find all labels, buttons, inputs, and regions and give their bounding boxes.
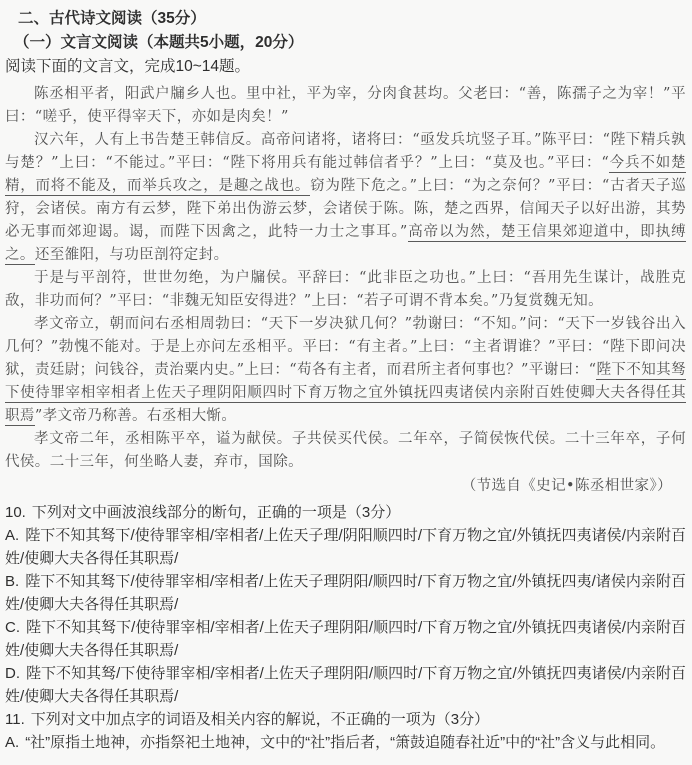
passage-text: ”孝文帝乃称善。右丞相大惭。 [34,408,237,424]
classical-passage [5,83,686,498]
option-a-text: “社”原指土地神，亦指祭祀土地神，文中的“社”指后者，“箫鼓追随春社近”中的“社”含义与此相同。 [25,734,666,751]
source-attribution: （节选自《史记•陈丞相世家》） [461,478,672,494]
passage-paragraph-1 [5,83,686,129]
passage-text: 汉六年，人有上书告楚王韩信反。高帝问诸将，诸将曰：“亟发兵坑竖子耳。”陈平曰：“陛下精兵孰与楚？”上曰：“不能过。”平曰：“陛下将用兵有能过韩信者乎？”上曰：“莫及也。”平曰：“ [5,132,687,171]
passage-paragraph-3 [5,267,686,313]
wavy-underlined-sentence: 陛下不知其驽下使待罪宰相宰相者上佐天子理阴阳顺四时下育万物之宜外镇抚四夷诸侯内亲附百姓使卿大夫各得任其职焉 [5,362,686,424]
option-d-text: 陛下不知其驽/下使待罪宰相/宰相者/上佐天子理阴阳/顺四时/下育万物之宜/外镇抚四夷诸侯/内亲附百姓/使卿大夫各得任其职焉/ [5,665,686,705]
section-title: 二、古代诗文阅读（35分） [18,10,206,27]
question-11-number: 11. [5,711,25,728]
question-11 [5,708,686,754]
question-10 [5,501,686,708]
underlined-sentence-1: 今兵不如楚精，而将不能及，而举兵攻之，是趣之战也。 [5,155,687,194]
underlined-sentence-2: 高帝以为然，楚王信果郊迎道中，即执缚之。 [5,224,686,263]
option-b-label: B. [5,573,20,590]
question-10-number: 10. [5,504,26,521]
question-11-stem [5,708,686,731]
passage-text: 陈丞相平者，阳武户牖乡人也。里中社，平为宰，分肉食甚均。父老曰：“善，陈孺子之为宰！”平曰：“嗟乎，使平得宰天下，亦如是肉矣！” [5,86,686,125]
question-10-option-b [5,570,686,616]
option-b-text: 陛下不知其驽下/使待罪宰相/宰相者/上佐天子理阴阳/顺四时/下育万物之宜/外镇抚四夷/诸侯内亲附百姓/使卿大夫各得任其职焉/ [5,573,686,613]
question-10-option-d [5,662,686,708]
question-11-stem-text: 下列对文中加点字的词语及相关内容的解说，不正确的一项为（3分） [30,711,490,728]
option-a-label: A. [5,734,20,751]
question-10-stem-text: 下列对文中画波浪线部分的断句，正确的一项是（3分） [31,504,401,521]
option-c-label: C. [5,619,20,636]
passage-text: 还至雒阳，与功臣剖符定封。 [34,247,229,263]
passage-text: 于是与平剖符，世世勿绝，为户牖侯。平辞曰：“此非臣之功也。”上曰：“吾用先生谋计，战胜克敌，非功而何？”平曰：“非魏无知臣安得进？”上曰：“若子可谓不背本矣。”乃复赏魏无知。 [5,270,686,309]
question-10-stem [5,501,686,524]
subsection-title: （一）文言文阅读（本题共5小题，20分） [14,34,304,51]
passage-paragraph-2 [5,129,686,267]
question-10-option-a [5,524,686,570]
question-10-option-c [5,616,686,662]
reading-instruction: 阅读下面的文言文，完成10~14题。 [5,58,251,75]
option-a-text: 陛下不知其驽下/使待罪宰相/宰相者/上佐天子理/阴阳顺四时/下育万物之宜/外镇抚四夷诸侯/内亲附百姓/使卿大夫各得任其职焉/ [5,527,686,567]
option-d-label: D. [5,665,20,682]
passage-paragraph-4 [5,313,686,428]
passage-paragraph-5 [5,428,686,474]
passage-text: 孝文帝立，朝而问右丞相周勃曰：“天下一岁决狱几何？”勃谢曰：“不知。”问：“天下一岁钱谷出入几何？”勃愧不能对。于是上亦问左丞相平。平曰：“有主者。”上曰：“主者谓谁？”平曰：“陛下即问决狱，责廷尉；问钱谷，责治粟内史。”上曰：“苟各有主者，而君所主者何事也？”平谢曰：“ [5,316,686,378]
passage-text: 窃为陛下危之。”上曰：“为之奈何？”平曰：“古者天子巡狩，会诸侯。南方有云梦，陛下弟出伪游云梦，会诸侯于陈。陈，楚之西界，信闻天子以好出游，其势必无事而郊迎谒。谒，而陛下因禽之，此特一力士之事耳。” [5,178,687,240]
option-c-text: 陛下不知其驽下/使待罪宰相/宰相者/上佐天子理阴阳/顺四时/下育万物之宜/外镇抚四夷诸侯/内亲附百姓/使卿大夫各得任其职焉/ [5,619,686,659]
passage-text: 孝文帝二年，丞相陈平卒，谥为献侯。子共侯买代侯。二年卒，子简侯恢代侯。二十三年卒，子何代侯。二十三年，何坐略人妻，弃市，国除。 [5,431,686,470]
question-11-option-a [5,731,686,754]
option-a-label: A. [5,527,20,544]
